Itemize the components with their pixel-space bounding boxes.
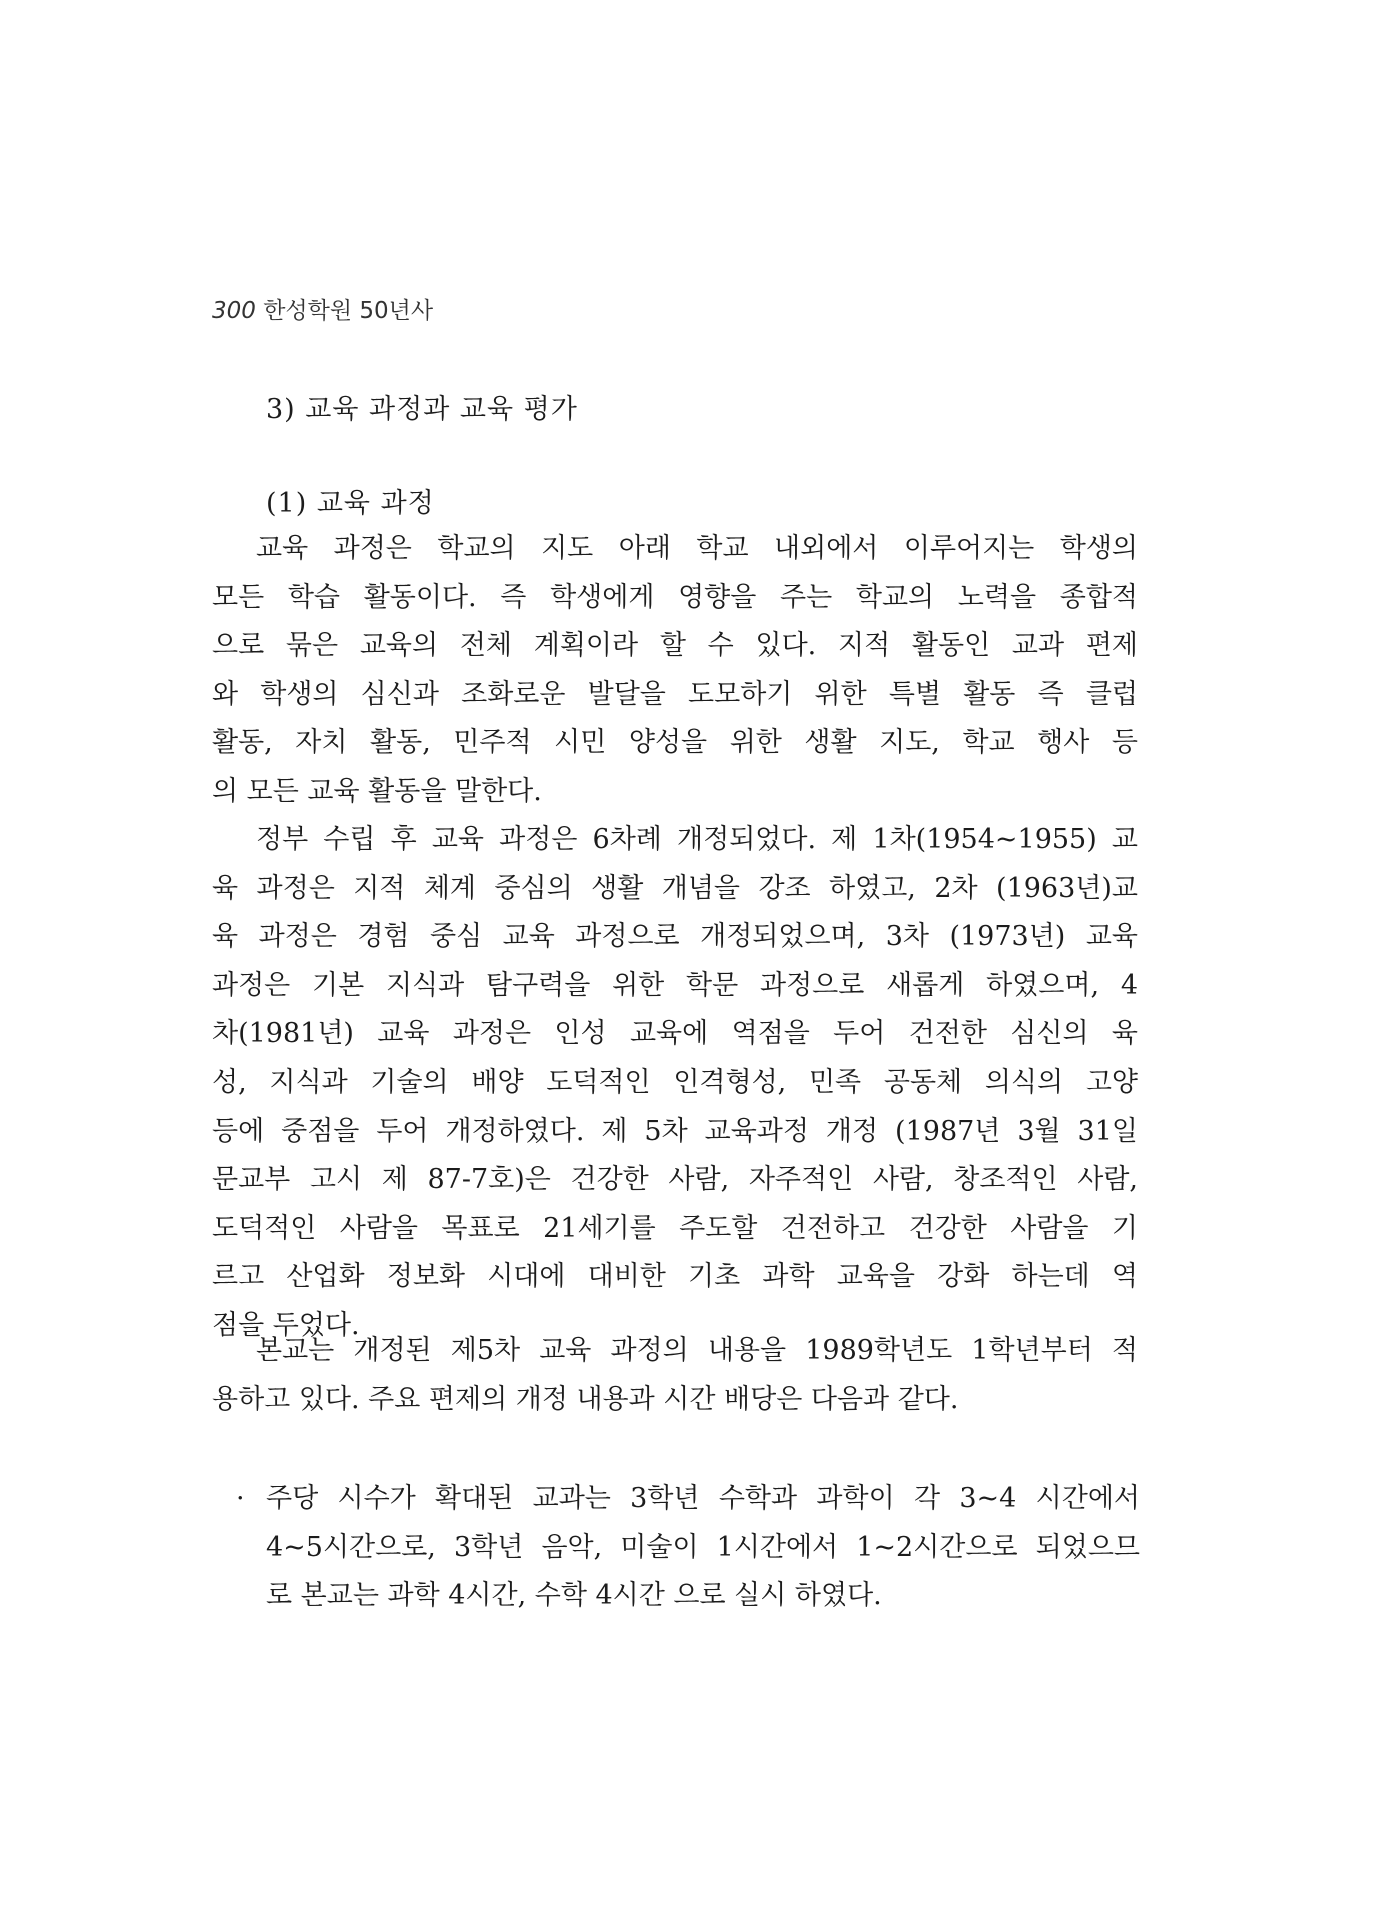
text-line: 와 학생의 심신과 조화로운 발달을 도모하기 위한 특별 활동 즉 클럽 [212,678,1138,710]
text-line: 의 모든 교육 활동을 말한다. [212,775,542,807]
paragraph-2 [212,816,1138,1351]
text-line: 르고 산업화 정보화 시대에 대비한 기초 과학 교육을 강화 하는데 역 [212,1261,1138,1293]
text-line: 으로 묶은 교육의 전체 계획이라 할 수 있다. 지적 활동인 교과 편제 [212,630,1138,662]
text-line: 4~5시간으로, 3학년 음악, 미술이 1시간에서 1~2시간으로 되었으므 [266,1531,1140,1563]
page-number: 300 [212,298,256,324]
subsection-heading: (1) 교육 과정 [266,488,435,519]
bullet-content [266,1475,1140,1621]
running-header [212,292,433,325]
text-line: 로 본교는 과학 4시간, 수학 4시간 으로 실시 하였다. [266,1580,882,1612]
text-line: 문교부 고시 제 87-7호)은 건강한 사람, 자주적인 사람, 창조적인 사람, [212,1164,1138,1196]
paragraph-3 [212,1327,1138,1424]
text-line: 모든 학습 활동이다. 즉 학생에게 영향을 주는 학교의 노력을 종합적 [212,581,1138,613]
bullet-marker: · [236,1483,245,1514]
text-line: 성, 지식과 기술의 배양 도덕적인 인격형성, 민족 공동체 의식의 고양 [212,1066,1138,1098]
text-line: 활동, 자치 활동, 민주적 시민 양성을 위한 생활 지도, 학교 행사 등 [212,727,1138,759]
paragraph-1 [212,525,1138,817]
text-line: 용하고 있다. 주요 편제의 개정 내용과 시간 배당은 다음과 같다. [212,1383,959,1415]
text-line: 점을 두었다. [212,1309,360,1341]
text-line: 차(1981년) 교육 과정은 인성 교육에 역점을 두어 건전한 심신의 육 [212,1018,1138,1050]
text-line: 도덕적인 사람을 목표로 21세기를 주도할 건전하고 건강한 사람을 기 [212,1212,1138,1244]
text-line: 육 과정은 경험 중심 교육 과정으로 개정되었으며, 3차 (1973년) 교육 [212,921,1138,953]
text-line: 정부 수립 후 교육 과정은 6차례 개정되었다. 제 1차(1954~1955) 교 [256,824,1138,855]
text-line: 과정은 기본 지식과 탐구력을 위한 학문 과정으로 새롭게 하였으며, 4 [212,969,1138,1001]
book-title: 한성학원 50년사 [263,298,434,324]
text-line: 교육 과정은 학교의 지도 아래 학교 내외에서 이루어지는 학생의 [256,533,1138,564]
section-heading: 3) 교육 과정과 교육 평가 [266,394,578,425]
text-line: 본교는 개정된 제5차 교육 과정의 내용을 1989학년도 1학년부터 적 [256,1335,1138,1366]
text-line: 주당 시수가 확대된 교과는 3학년 수학과 과학이 각 3~4 시간에서 [266,1483,1140,1514]
text-line: 등에 중점을 두어 개정하였다. 제 5차 교육과정 개정 (1987년 3월 31일 [212,1115,1138,1147]
text-line: 육 과정은 지적 체계 중심의 생활 개념을 강조 하였고, 2차 (1963년)교 [212,872,1138,904]
